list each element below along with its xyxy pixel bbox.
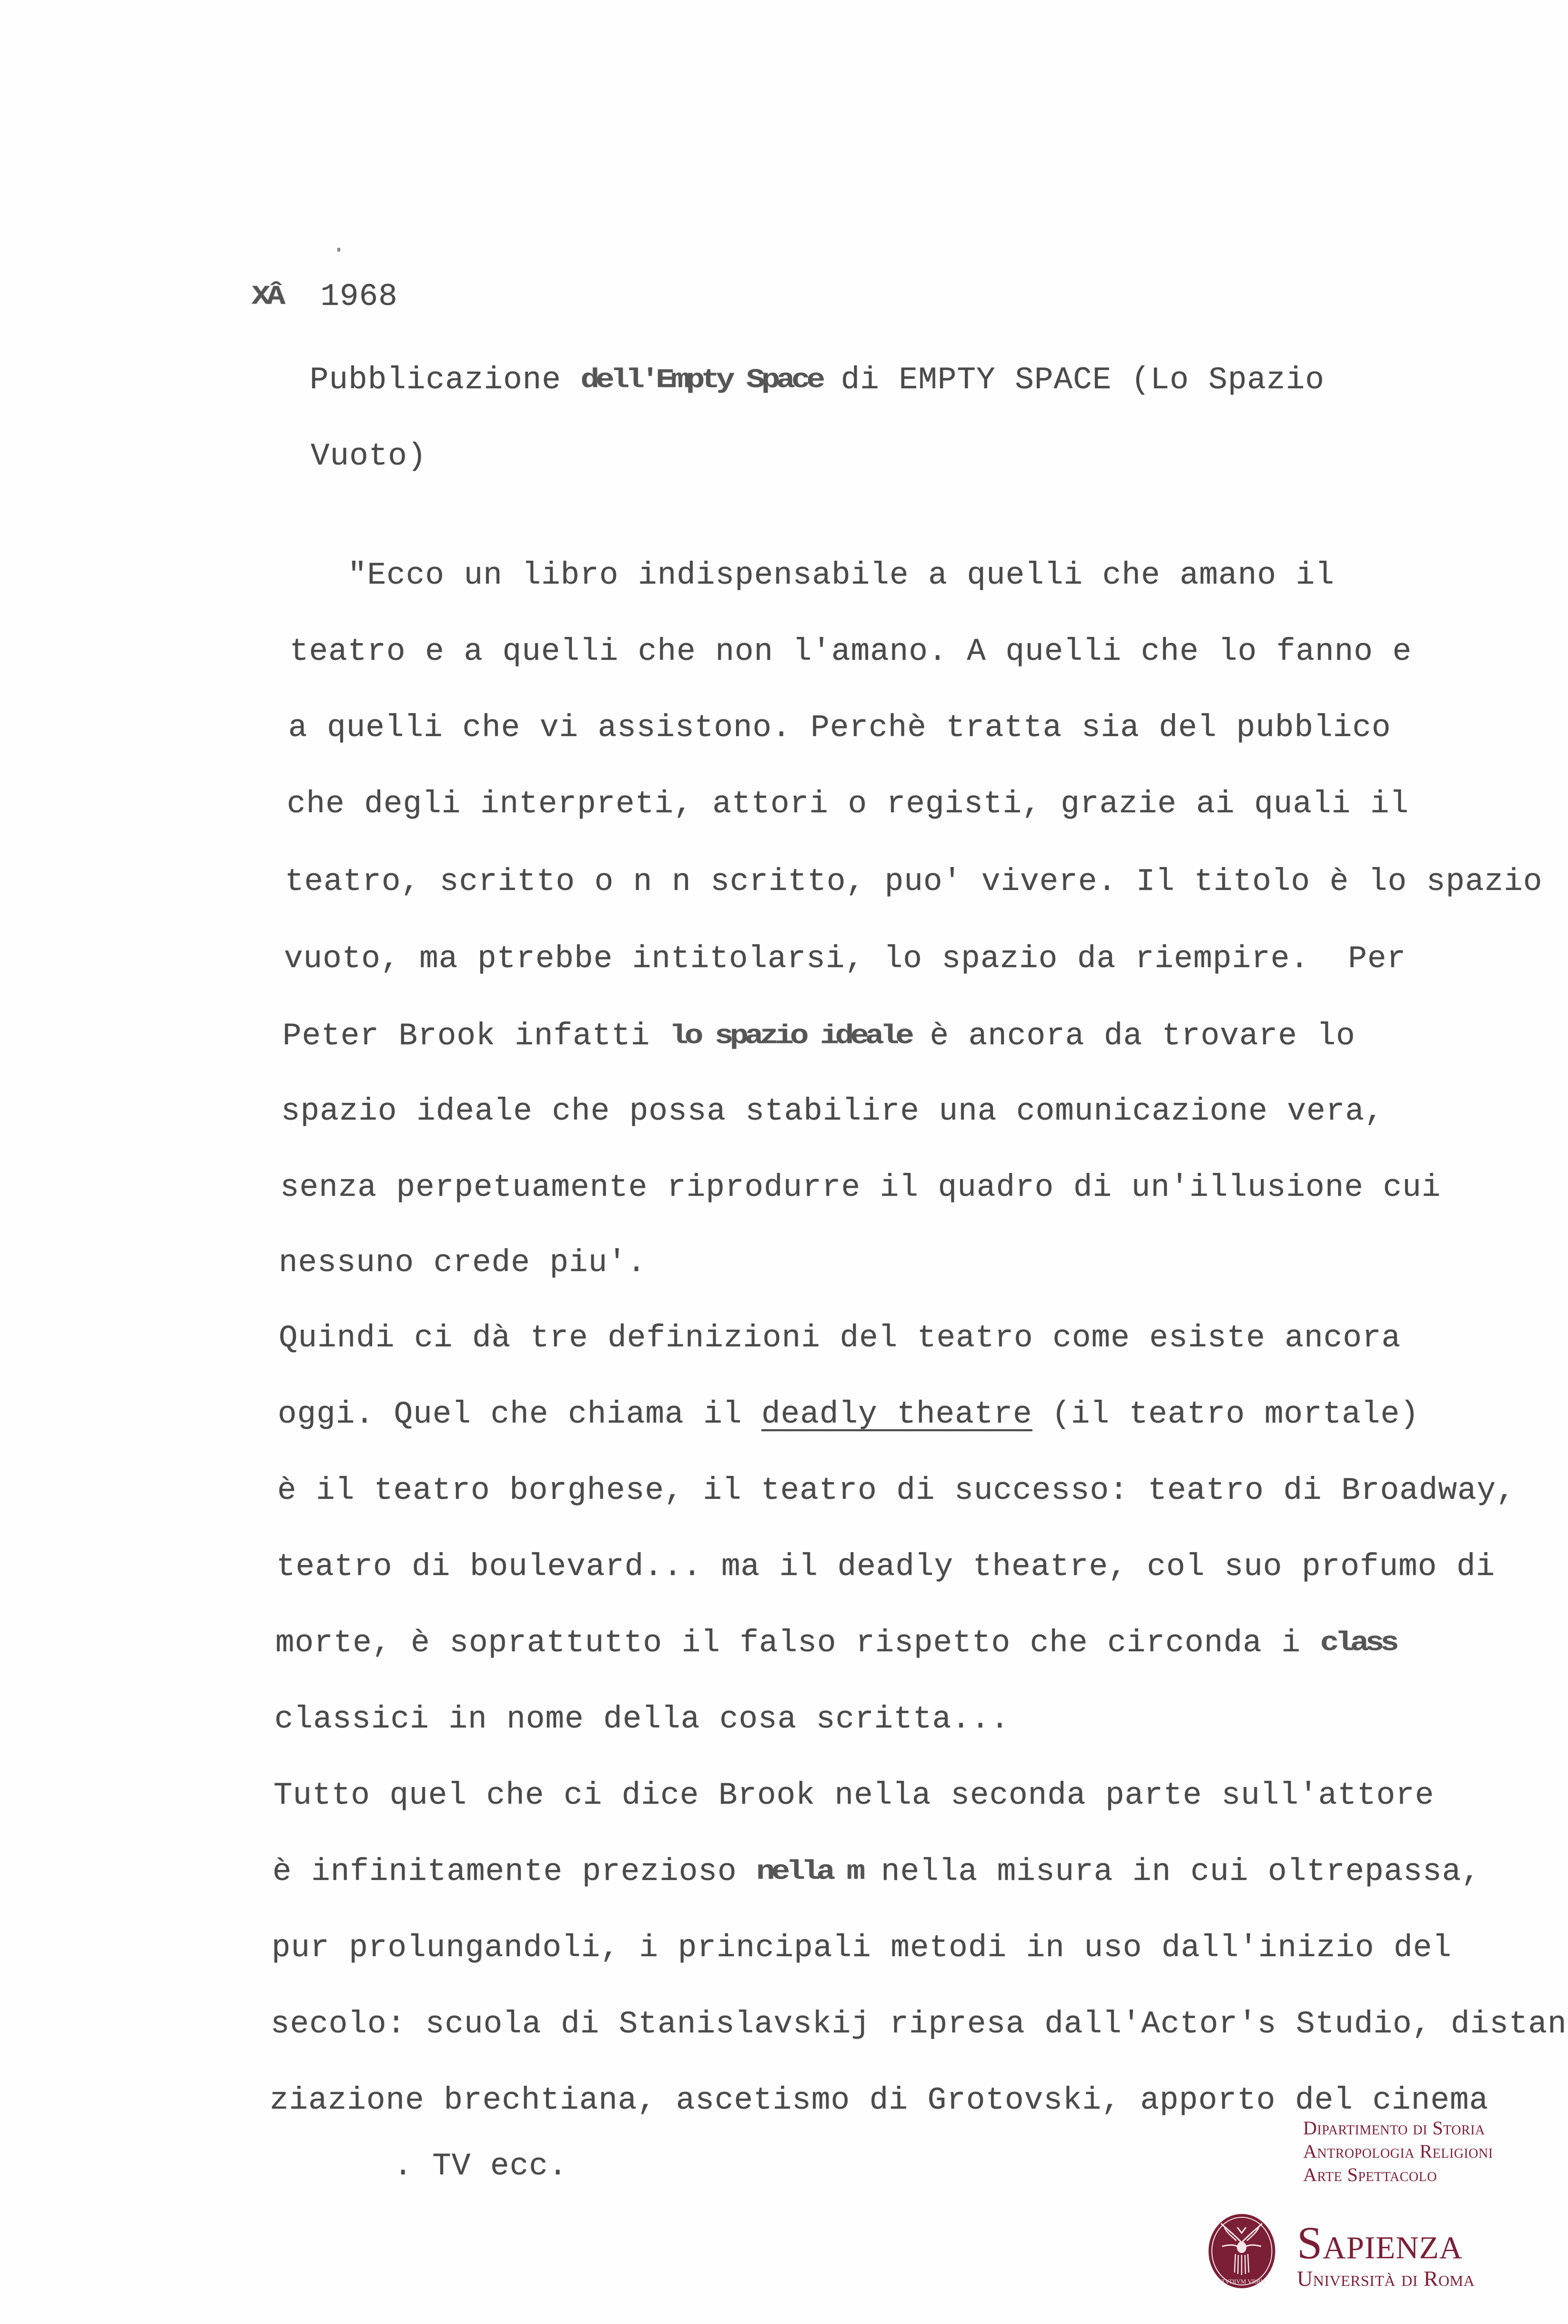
paragraph-line: teatro di boulevard... ma il deadly theatre, col suo profumo di	[276, 1549, 1496, 1585]
title-line-2: Vuoto)	[311, 438, 427, 474]
paragraph-line: Quindi ci dà tre definizioni del teatro come esiste ancora	[279, 1320, 1401, 1356]
struck-text: class	[1320, 1627, 1396, 1658]
title-prefix: Pubblicazione	[310, 362, 581, 398]
struck-text: lo spazio ideale	[669, 1021, 910, 1051]
department-line: Arte Spettacolo	[1303, 2164, 1437, 2185]
title-suffix: di EMPTY SPACE (Lo Spazio	[821, 362, 1325, 398]
line-prefix: morte, è soprattutto il falso rispetto che circonda i	[275, 1625, 1320, 1661]
paragraph-line: secolo: scuola di Stanislavskij ripresa dall'Actor's Studio, distan	[271, 2006, 1567, 2042]
ink-mark	[337, 248, 340, 252]
svg-text:STVDIVM VRBIS: STVDIVM VRBIS	[1218, 2278, 1266, 2285]
line-suffix: nella misura in cui oltrepassa,	[861, 1854, 1481, 1890]
line-prefix: oggi. Quel che chiama il	[278, 1396, 762, 1432]
paragraph-line: . TV ecc.	[394, 2148, 568, 2184]
underlined-term: deadly theatre	[761, 1396, 1032, 1432]
paragraph-line: spazio ideale che possa stabilire una comunicazione vera,	[281, 1093, 1384, 1129]
paragraph-line	[273, 1856, 1481, 1888]
department-line: Antropologia Religioni	[1303, 2141, 1493, 2162]
paragraph-line	[275, 1627, 1396, 1659]
struck-text: dell'Empty Space	[580, 364, 822, 395]
paragraph-line	[278, 1396, 1419, 1432]
line-prefix: Peter Brook infatti	[283, 1018, 670, 1054]
university-name: Sapienza	[1297, 2217, 1463, 2268]
line-suffix: è ancora da trovare lo	[910, 1018, 1356, 1054]
university-subtitle: Università di Roma	[1297, 2266, 1475, 2291]
paragraph-line: pur prolungandoli, i principali metodi in uso dall'inizio del	[272, 1930, 1452, 1966]
paragraph-line: "Ecco un libro indispensabile a quelli che amano il	[348, 557, 1335, 593]
paragraph-line: vuoto, ma ptrebbe intitolarsi, lo spazio da riempire. Per	[284, 941, 1406, 977]
paragraph-line: nessuno crede piu'.	[279, 1245, 647, 1281]
paragraph-line: ziazione brechtiana, ascetismo di Grotovski, apporto del cinema	[270, 2082, 1489, 2118]
line-suffix: (il teatro mortale)	[1032, 1396, 1419, 1432]
year: 1968	[320, 279, 398, 314]
title-line	[310, 364, 1325, 396]
struck-text: nella m	[756, 1856, 862, 1887]
date-header	[252, 281, 398, 313]
line-prefix: è infinitamente prezioso	[273, 1854, 757, 1890]
paragraph-line: teatro, scritto o n n scritto, puo' vivere. Il titolo è lo spazio	[285, 864, 1543, 899]
paragraph-line: che degli interpreti, attori o registi, grazie ai quali il	[287, 786, 1409, 822]
department-line: Dipartimento di Storia	[1303, 2117, 1485, 2139]
paragraph-line: senza perpetuamente riprodurre il quadro di un'illusione cui	[280, 1170, 1441, 1205]
paragraph-line	[283, 1018, 1356, 1054]
paragraph-line: a quelli che vi assistono. Perchè tratta sia del pubblico	[288, 710, 1391, 746]
paragraph-line: è il teatro borghese, il teatro di successo: teatro di Broadway,	[277, 1473, 1516, 1508]
paragraph-line: Tutto quel che ci dice Brook nella seconda parte sull'attore	[273, 1778, 1435, 1813]
sapienza-seal-icon	[1208, 2213, 1276, 2289]
department-label	[1303, 2116, 1493, 2186]
paragraph-line: classici in nome della cosa scritta...	[274, 1701, 1010, 1737]
paragraph-line: teatro e a quelli che non l'amano. A quelli che lo fanno e	[290, 634, 1412, 669]
struck-text: XÂ	[252, 281, 282, 312]
